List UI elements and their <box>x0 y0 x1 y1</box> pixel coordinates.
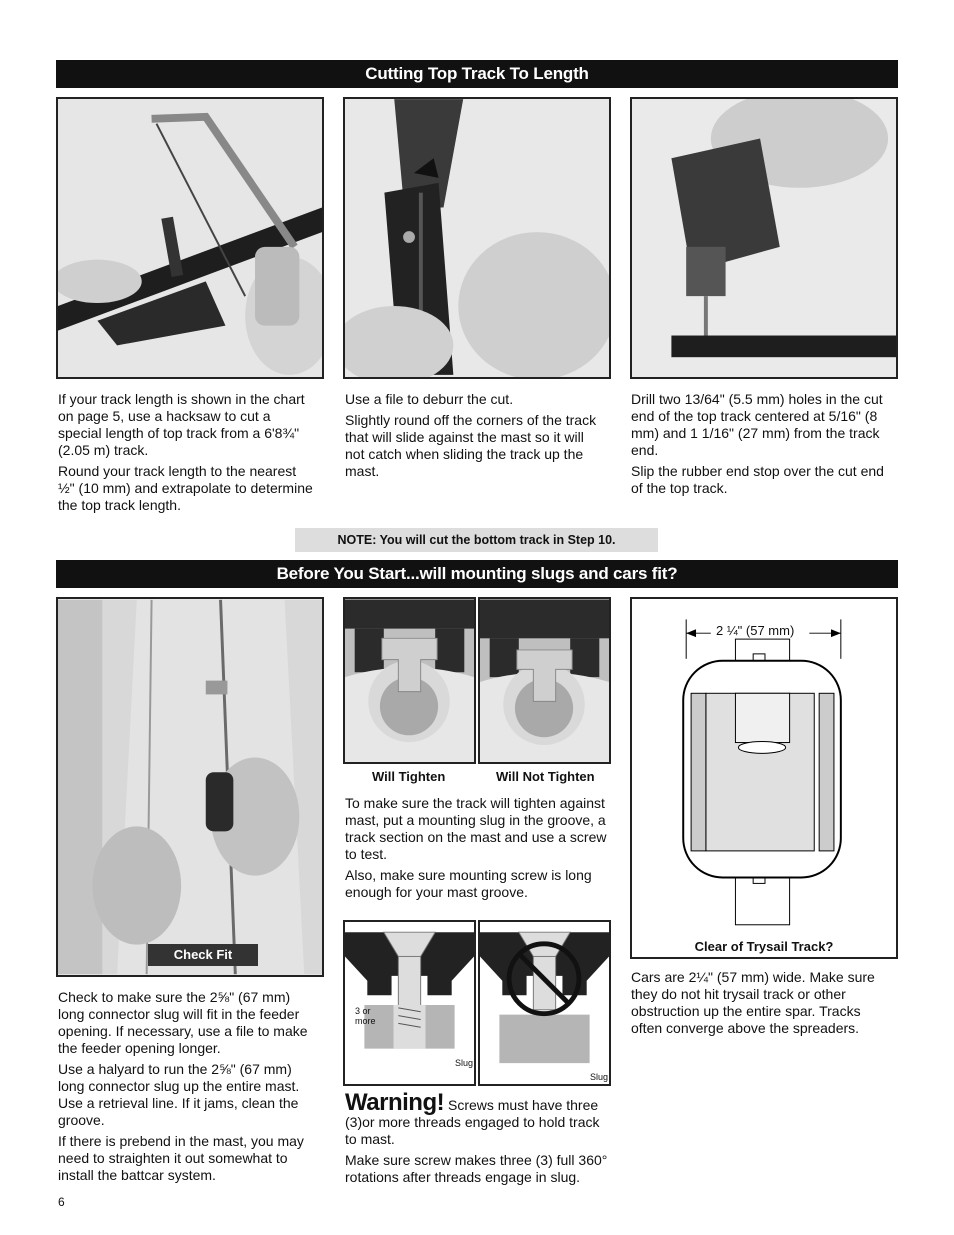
check-fit-p2: Use a halyard to run the 2⅝" (67 mm) long connector slug up the entire mast. Use a retrieval line. If it jams, clean the groove. <box>58 1061 300 1128</box>
file-illustration <box>345 99 609 377</box>
cutting-col3-p1: Drill two 13/64" (5.5 mm) holes in the cut end of the top track centered at 5/16" (8 mm) and 1 1/16" (27 mm) from the track end. <box>631 391 883 458</box>
check-fit-p3: If there is prebend in the mast, you may need to straighten it out somewhat to install the battcar system. <box>58 1133 304 1183</box>
check-fit-label: Check Fit <box>148 944 258 966</box>
drill-illustration <box>632 99 896 377</box>
cutting-col1-p1: If your track length is shown in the chart on page 5, use a hacksaw to cut a special length of top track from a 6'8¾" (2.05 m) track. <box>58 391 305 458</box>
cutting-col1-p2: Round your track length to the nearest ½" (10 mm) and extrapolate to determine the top track length. <box>58 463 313 513</box>
warning-body: Screws must have three (3)or more threads engaged to hold track to mast. <box>345 1097 600 1147</box>
slug-test-p1: To make sure the track will tighten against mast, put a mounting slug in the groove, a track section on the mast and use a screw to test. <box>345 795 607 862</box>
section-heading-cutting: Cutting Top Track To Length <box>56 60 898 88</box>
will-tighten-caption: Will Tighten <box>372 769 446 784</box>
mast-check-photo <box>56 597 324 977</box>
hacksaw-illustration <box>58 99 322 377</box>
file-photo <box>343 97 611 379</box>
cutting-col2-text <box>345 391 607 484</box>
will-not-tighten-diagram <box>478 597 611 764</box>
car-width-diagram <box>630 597 898 959</box>
will-not-tighten-caption: Will Not Tighten <box>496 769 595 784</box>
check-fit-p1: Check to make sure the 2⅝" (67 mm) long connector slug will fit in the feeder opening. If necessary, use a file to make the feeder opening longer. <box>58 989 308 1056</box>
slug-loose-illustration <box>480 599 609 762</box>
cutting-col2-p2: Slightly round off the corners of the track that will slide against the mast so it will not catch when sliding the track up the mast. <box>345 412 597 479</box>
screw-engaged-diagram <box>343 920 476 1086</box>
warning-text <box>345 1089 609 1190</box>
slug-label-left: Slug <box>455 1058 474 1068</box>
page-number: 6 <box>58 1195 65 1209</box>
car-width-p1: Cars are 2¼" (57 mm) wide. Make sure they do not hit trysail track or other obstruction up the entire spar. Tracks often converge above the spreaders. <box>631 969 875 1036</box>
will-tighten-diagram <box>343 597 476 764</box>
cutting-col1-text <box>58 391 314 518</box>
section-heading-before-start: Before You Start...will mounting slugs and cars fit? <box>56 560 898 588</box>
hacksaw-photo <box>56 97 324 379</box>
cutting-col3-p2: Slip the rubber end stop over the cut end of the top track. <box>631 463 884 496</box>
car-width-illustration <box>632 599 896 957</box>
rotation-text: Make sure screw makes three (3) full 360° rotations after threads engage in slug. <box>345 1152 608 1185</box>
warning-heading: Warning! <box>345 1089 445 1116</box>
screw-not-engaged-illustration <box>480 922 609 1084</box>
trysail-caption: Clear of Trysail Track? <box>694 939 834 954</box>
car-width-text <box>631 969 895 1041</box>
check-fit-text <box>58 989 320 1188</box>
slug-test-p2: Also, make sure mounting screw is long enough for your mast groove. <box>345 867 592 900</box>
mast-illustration <box>58 599 322 975</box>
drill-photo <box>630 97 898 379</box>
threads-label: 3 or more <box>355 1006 376 1026</box>
bottom-track-note: NOTE: You will cut the bottom track in Step 10. <box>295 528 658 552</box>
screw-not-engaged-diagram <box>478 920 611 1086</box>
cutting-col3-text <box>631 391 893 501</box>
slug-tight-illustration <box>345 599 474 762</box>
cutting-col2-p1: Use a file to deburr the cut. <box>345 391 514 407</box>
slug-label-right: Slug <box>590 1072 609 1082</box>
slug-test-text <box>345 795 607 905</box>
car-width-dimension: 2 ¼" (57 mm) <box>716 623 795 638</box>
